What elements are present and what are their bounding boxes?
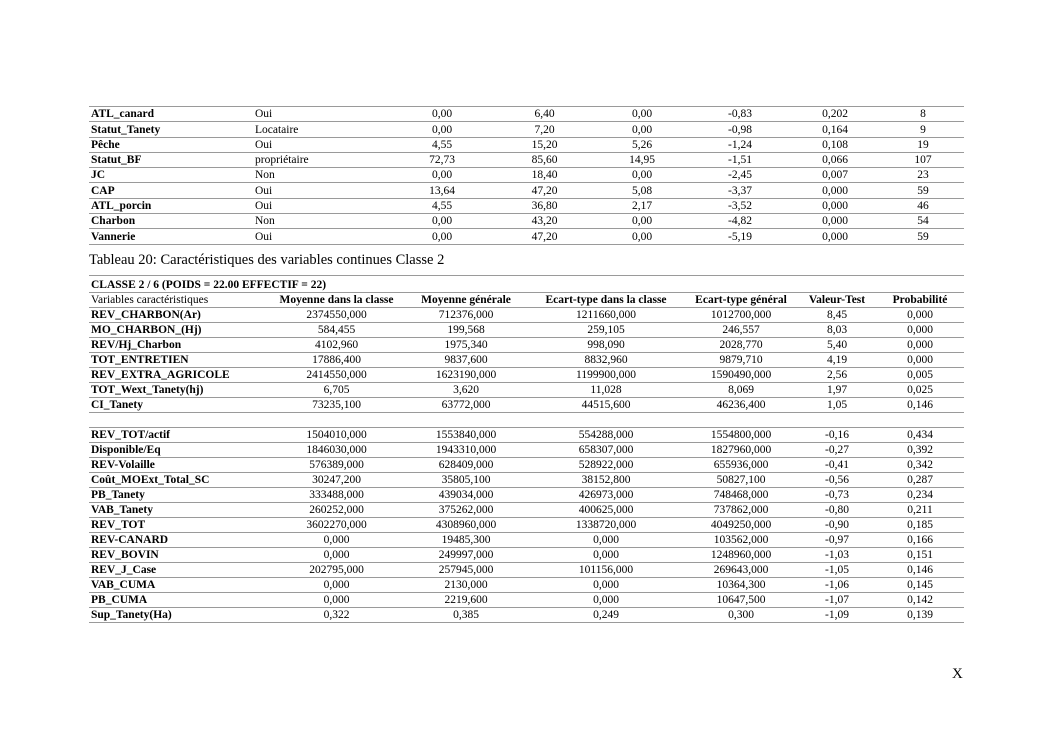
table-cell: 1199900,000 <box>528 367 684 382</box>
table-cell: 4,19 <box>798 352 876 367</box>
table-cell: -3,52 <box>692 198 788 213</box>
table-cell: 0,234 <box>876 487 964 502</box>
table-cell: 528922,000 <box>528 457 684 472</box>
table-cell: 15,20 <box>497 137 592 152</box>
table-cell: 1553840,000 <box>404 427 528 442</box>
table-cell: 0,00 <box>592 122 692 137</box>
variable-name: VAB_Tanety <box>89 502 269 517</box>
table-cell: 0,00 <box>387 122 497 137</box>
table-cell: Oui <box>253 183 387 198</box>
table-row <box>89 168 964 183</box>
table-cell: 0,000 <box>269 592 404 607</box>
table-cell: 1590490,000 <box>684 367 798 382</box>
table-cell: 628409,000 <box>404 457 528 472</box>
table-cell: -0,56 <box>798 472 876 487</box>
table-cell: 0,000 <box>876 352 964 367</box>
variable-name: PB_Tanety <box>89 487 269 502</box>
table-cell: 0,151 <box>876 547 964 562</box>
table-cell: 0,385 <box>404 607 528 622</box>
table-cell: 101156,000 <box>528 562 684 577</box>
table-cell: 23 <box>882 168 964 183</box>
variable-name: Vannerie <box>89 229 253 244</box>
table-cell: 8,03 <box>798 322 876 337</box>
table-cell: 13,64 <box>387 183 497 198</box>
variable-name: REV_BOVIN <box>89 547 269 562</box>
table-row <box>89 517 964 532</box>
table-cell: 1943310,000 <box>404 442 528 457</box>
table-row <box>89 107 964 122</box>
variable-name: REV_J_Case <box>89 562 269 577</box>
table-row <box>89 442 964 457</box>
table-cell: 0,00 <box>592 214 692 229</box>
table-cell: 0,00 <box>387 168 497 183</box>
table-cell: 0,007 <box>788 168 882 183</box>
table-cell: -0,97 <box>798 532 876 547</box>
table-cell: -1,06 <box>798 577 876 592</box>
class-header-row <box>89 275 964 292</box>
variable-name: CI_Tanety <box>89 397 269 412</box>
table-cell: -1,09 <box>798 607 876 622</box>
table-cell: 0,000 <box>788 214 882 229</box>
table-row <box>89 427 964 442</box>
table-cell: 0,000 <box>528 577 684 592</box>
variable-name: REV-Volaille <box>89 457 269 472</box>
table-cell: 257945,000 <box>404 562 528 577</box>
variable-name: REV_CHARBON(Ar) <box>89 307 269 322</box>
variable-name: REV-CANARD <box>89 532 269 547</box>
table-cell: 46236,400 <box>684 397 798 412</box>
table-cell: 260252,000 <box>269 502 404 517</box>
table-cell: 0,342 <box>876 457 964 472</box>
table-cell: 0,000 <box>269 532 404 547</box>
header-ecart-type-classe: Ecart-type dans la classe <box>528 292 684 307</box>
table-cell: -0,83 <box>692 107 788 122</box>
table-cell: -1,51 <box>692 152 788 167</box>
table-cell: 0,000 <box>528 532 684 547</box>
table-cell: 10647,500 <box>684 592 798 607</box>
table-cell: 1248960,000 <box>684 547 798 562</box>
table-row <box>89 122 964 137</box>
table-row <box>89 152 964 167</box>
variable-name: REV_EXTRA_AGRICOLE <box>89 367 269 382</box>
table-cell: 0,005 <box>876 367 964 382</box>
table-cell: 554288,000 <box>528 427 684 442</box>
variable-name: CAP <box>89 183 253 198</box>
separator-cell <box>89 412 964 427</box>
header-valeur-test: Valeur-Test <box>798 292 876 307</box>
table-row <box>89 607 964 622</box>
table-cell: 8832,960 <box>528 352 684 367</box>
table-row <box>89 214 964 229</box>
table-cell: 9837,600 <box>404 352 528 367</box>
table-cell: 0,000 <box>876 322 964 337</box>
table-cell: 0,00 <box>387 107 497 122</box>
table-cell: -0,27 <box>798 442 876 457</box>
table-row <box>89 562 964 577</box>
table-row <box>89 577 964 592</box>
column-header-row <box>89 292 964 307</box>
table-cell: 202795,000 <box>269 562 404 577</box>
table-cell: -1,24 <box>692 137 788 152</box>
class-header: CLASSE 2 / 6 (POIDS = 22.00 EFFECTIF = 22) <box>89 275 964 292</box>
table-cell: 2219,600 <box>404 592 528 607</box>
table-cell: 4308960,000 <box>404 517 528 532</box>
table-cell: 35805,100 <box>404 472 528 487</box>
table-cell: 73235,100 <box>269 397 404 412</box>
table-cell: 748468,000 <box>684 487 798 502</box>
table-cell: 103562,000 <box>684 532 798 547</box>
table-cell: 712376,000 <box>404 307 528 322</box>
table-cell: 47,20 <box>497 229 592 244</box>
table-cell: 0,142 <box>876 592 964 607</box>
table-row <box>89 592 964 607</box>
table-cell: 3,620 <box>404 382 528 397</box>
page-number: X <box>952 666 963 682</box>
variable-name: Coût_MOExt_Total_SC <box>89 472 269 487</box>
table-cell: 36,80 <box>497 198 592 213</box>
table-cell: -0,98 <box>692 122 788 137</box>
table-cell: 5,08 <box>592 183 692 198</box>
header-ecart-type-general: Ecart-type général <box>684 292 798 307</box>
variable-name: PB_CUMA <box>89 592 269 607</box>
table-row <box>89 367 964 382</box>
table-cell: 0,000 <box>788 183 882 198</box>
variable-name: MO_CHARBON_(Hj) <box>89 322 269 337</box>
table-cell: 1211660,000 <box>528 307 684 322</box>
table-cell: -4,82 <box>692 214 788 229</box>
table-cell: -0,90 <box>798 517 876 532</box>
table-cell: 576389,000 <box>269 457 404 472</box>
table-cell: 1504010,000 <box>269 427 404 442</box>
table-cell: 19 <box>882 137 964 152</box>
table-cell: 439034,000 <box>404 487 528 502</box>
table-cell: 737862,000 <box>684 502 798 517</box>
table-cell: Oui <box>253 198 387 213</box>
table-row <box>89 307 964 322</box>
table-cell: 5,40 <box>798 337 876 352</box>
table-cell: 0,000 <box>269 577 404 592</box>
table-cell: -3,37 <box>692 183 788 198</box>
table-cell: 9 <box>882 122 964 137</box>
table-cell: Non <box>253 214 387 229</box>
table-row <box>89 137 964 152</box>
table-cell: propriétaire <box>253 152 387 167</box>
table-cell: 0,185 <box>876 517 964 532</box>
table-cell: 0,000 <box>528 592 684 607</box>
table-cell: 0,108 <box>788 137 882 152</box>
table-cell: 1975,340 <box>404 337 528 352</box>
table-row <box>89 457 964 472</box>
variable-name: TOT_Wext_Tanety(hj) <box>89 382 269 397</box>
table-cell: 4049250,000 <box>684 517 798 532</box>
table-cell: 0,000 <box>788 198 882 213</box>
table-cell: 5,26 <box>592 137 692 152</box>
table-cell: 0,139 <box>876 607 964 622</box>
table-cell: Oui <box>253 229 387 244</box>
table-cell: -1,07 <box>798 592 876 607</box>
table-row <box>89 547 964 562</box>
table-cell: 655936,000 <box>684 457 798 472</box>
table-cell: Non <box>253 168 387 183</box>
modalities-table <box>89 106 964 245</box>
variable-name: ATL_canard <box>89 107 253 122</box>
table-cell: 19485,300 <box>404 532 528 547</box>
table-cell: 0,000 <box>269 547 404 562</box>
table-cell: 9879,710 <box>684 352 798 367</box>
table-cell: Locataire <box>253 122 387 137</box>
table-cell: 4,55 <box>387 137 497 152</box>
table-cell: 8 <box>882 107 964 122</box>
variable-name: Disponible/Eq <box>89 442 269 457</box>
table-cell: 59 <box>882 229 964 244</box>
table-cell: 0,249 <box>528 607 684 622</box>
variable-name: JC <box>89 168 253 183</box>
table-cell: -5,19 <box>692 229 788 244</box>
table-cell: 10364,300 <box>684 577 798 592</box>
table-cell: 246,557 <box>684 322 798 337</box>
table-cell: 1827960,000 <box>684 442 798 457</box>
header-variables: Variables caractéristiques <box>89 292 269 307</box>
table-cell: 199,568 <box>404 322 528 337</box>
table-cell: 1,05 <box>798 397 876 412</box>
table-cell: 2028,770 <box>684 337 798 352</box>
table-cell: 0,211 <box>876 502 964 517</box>
table-cell: -0,73 <box>798 487 876 502</box>
table-row <box>89 472 964 487</box>
table-row <box>89 352 964 367</box>
header-moyenne-generale: Moyenne générale <box>404 292 528 307</box>
variable-name: ATL_porcin <box>89 198 253 213</box>
table-cell: 249997,000 <box>404 547 528 562</box>
variable-name: TOT_ENTRETIEN <box>89 352 269 367</box>
table-cell: 6,40 <box>497 107 592 122</box>
table-cell: 0,146 <box>876 562 964 577</box>
variable-name: Statut_Tanety <box>89 122 253 137</box>
table-cell: 38152,800 <box>528 472 684 487</box>
table-row <box>89 502 964 517</box>
table-cell: 0,000 <box>788 229 882 244</box>
table-row <box>89 322 964 337</box>
table-cell: 1012700,000 <box>684 307 798 322</box>
table-cell: 0,00 <box>592 229 692 244</box>
table-cell: 63772,000 <box>404 397 528 412</box>
variable-name: VAB_CUMA <box>89 577 269 592</box>
table-cell: 7,20 <box>497 122 592 137</box>
table-cell: -1,03 <box>798 547 876 562</box>
header-moyenne-classe: Moyenne dans la classe <box>269 292 404 307</box>
table-row <box>89 382 964 397</box>
table-cell: 72,73 <box>387 152 497 167</box>
table-cell: 50827,100 <box>684 472 798 487</box>
table-row <box>89 487 964 502</box>
table-cell: 1846030,000 <box>269 442 404 457</box>
variable-name: REV/Hj_Charbon <box>89 337 269 352</box>
table-cell: Oui <box>253 107 387 122</box>
variable-name: Statut_BF <box>89 152 253 167</box>
table-cell: 3602270,000 <box>269 517 404 532</box>
table-caption: Tableau 20: Caractéristiques des variables continues Classe 2 <box>89 251 445 268</box>
group-separator <box>89 412 964 427</box>
variable-name: Charbon <box>89 214 253 229</box>
table-cell: 1623190,000 <box>404 367 528 382</box>
table-cell: 0,066 <box>788 152 882 167</box>
table-row <box>89 337 964 352</box>
variable-name: REV_TOT <box>89 517 269 532</box>
table-cell: 0,322 <box>269 607 404 622</box>
table-cell: 400625,000 <box>528 502 684 517</box>
table-cell: -2,45 <box>692 168 788 183</box>
table-cell: 0,166 <box>876 532 964 547</box>
continuous-variables-table <box>89 275 964 623</box>
table-cell: 47,20 <box>497 183 592 198</box>
table-cell: 44515,600 <box>528 397 684 412</box>
table-cell: 4,55 <box>387 198 497 213</box>
table-cell: 2414550,000 <box>269 367 404 382</box>
table-cell: 1,97 <box>798 382 876 397</box>
table-cell: 2,56 <box>798 367 876 382</box>
table-cell: 0,000 <box>876 337 964 352</box>
table-cell: 1554800,000 <box>684 427 798 442</box>
table-cell: 0,00 <box>387 214 497 229</box>
table-cell: 0,202 <box>788 107 882 122</box>
table-cell: 998,090 <box>528 337 684 352</box>
table-cell: 107 <box>882 152 964 167</box>
table-cell: 8,45 <box>798 307 876 322</box>
table-cell: 30247,200 <box>269 472 404 487</box>
table-cell: 8,069 <box>684 382 798 397</box>
table-cell: 0,164 <box>788 122 882 137</box>
table-row <box>89 229 964 244</box>
table-cell: 43,20 <box>497 214 592 229</box>
table-cell: 0,00 <box>387 229 497 244</box>
table-cell: 2,17 <box>592 198 692 213</box>
table-row <box>89 532 964 547</box>
variable-name: Sup_Tanety(Ha) <box>89 607 269 622</box>
table-cell: 1338720,000 <box>528 517 684 532</box>
table-cell: 11,028 <box>528 382 684 397</box>
table-cell: 0,434 <box>876 427 964 442</box>
variable-name: REV_TOT/actif <box>89 427 269 442</box>
table-cell: 584,455 <box>269 322 404 337</box>
table-row <box>89 397 964 412</box>
table-cell: 2374550,000 <box>269 307 404 322</box>
table-cell: 658307,000 <box>528 442 684 457</box>
table-cell: Oui <box>253 137 387 152</box>
table-cell: -0,41 <box>798 457 876 472</box>
table-cell: 0,145 <box>876 577 964 592</box>
table-cell: 0,300 <box>684 607 798 622</box>
table-cell: 426973,000 <box>528 487 684 502</box>
table-row <box>89 183 964 198</box>
table-cell: 259,105 <box>528 322 684 337</box>
table-cell: 0,00 <box>592 168 692 183</box>
table-cell: -0,16 <box>798 427 876 442</box>
table-cell: 59 <box>882 183 964 198</box>
table-cell: 333488,000 <box>269 487 404 502</box>
table-row <box>89 198 964 213</box>
variable-name: Pêche <box>89 137 253 152</box>
table-cell: 54 <box>882 214 964 229</box>
table-cell: 6,705 <box>269 382 404 397</box>
document-page <box>89 106 964 623</box>
table-cell: 375262,000 <box>404 502 528 517</box>
table-cell: 4102,960 <box>269 337 404 352</box>
table-cell: 0,287 <box>876 472 964 487</box>
table-cell: 0,00 <box>592 107 692 122</box>
table-cell: 269643,000 <box>684 562 798 577</box>
table-cell: 0,000 <box>876 307 964 322</box>
table-cell: 0,000 <box>528 547 684 562</box>
header-probabilite: Probabilité <box>876 292 964 307</box>
table-cell: -0,80 <box>798 502 876 517</box>
table-cell: 2130,000 <box>404 577 528 592</box>
table-cell: 0,392 <box>876 442 964 457</box>
table-cell: 0,025 <box>876 382 964 397</box>
table-cell: 46 <box>882 198 964 213</box>
table-cell: -1,05 <box>798 562 876 577</box>
table-cell: 0,146 <box>876 397 964 412</box>
table-cell: 18,40 <box>497 168 592 183</box>
table-cell: 14,95 <box>592 152 692 167</box>
table-cell: 17886,400 <box>269 352 404 367</box>
table-cell: 85,60 <box>497 152 592 167</box>
